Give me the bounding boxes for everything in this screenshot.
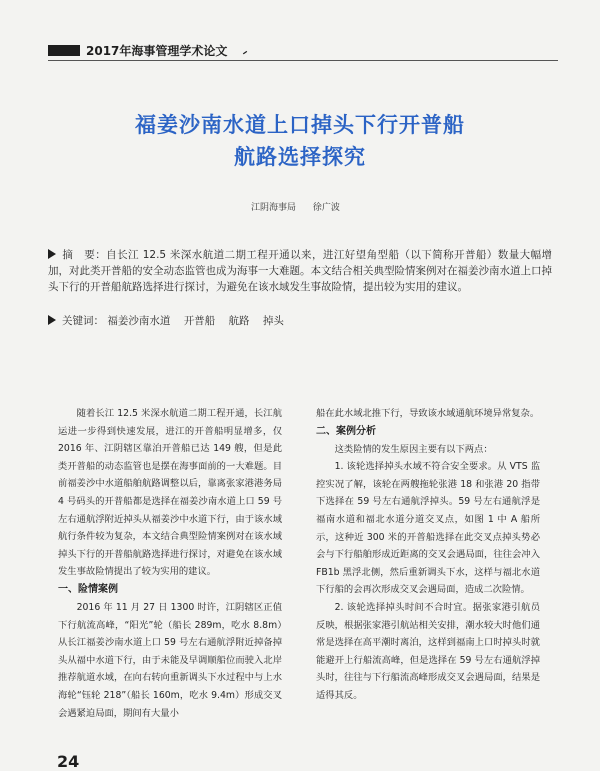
- continued-paragraph: 船在此水域北推下行，导致该水域通航环境异常复杂。: [316, 408, 540, 419]
- author-line: [251, 200, 340, 213]
- abstract-label: 摘 要：: [62, 249, 107, 261]
- right-column: [316, 405, 540, 705]
- keyword: 福姜沙南水道: [107, 315, 171, 327]
- author-name: 徐广波: [312, 203, 340, 213]
- keywords-label: 关键词：: [62, 315, 104, 327]
- triangle-bullet-icon: [48, 315, 56, 325]
- intro-paragraph: 随着长江 12.5 米深水航道二期工程开通，长江航运进一步得到快速发展，进江的开普船明显增多，仅 2016 年、江阴辖区靠泊开普船已达 149 艘，但是此类开普船的动态监管也是摆在海事面前的一大难题。目前福姜沙中水道船舶航路调整以后，靠离张家港港务局 4 号码头的开普船都是选择在福姜沙南水道上口 59 号左右通航浮附近掉头从福姜沙中水道下行，由于该水域航行条件较为复杂，本文结合典型险情案例对在该水域掉头下行的开普船航路选择进行探讨，对避免在该水域发生事故险情提出了较为实用的建议。: [58, 408, 282, 578]
- article-title-line-2: 航路选择探究: [234, 145, 366, 169]
- analysis-point-1: 1. 该轮选择掉头水域不符合安全要求。从 VTS 监控实况了解，该轮在两艘拖轮张港 18 和张港 20 指带下选择在 59 号左右通航浮掉头。59 号左右通航浮是福南水道和福北水道分道交叉点，如图 1 中 A 船所示，这种近 300 米的开普船选择在此交叉点掉头势必会与下行船舶形成近距离的交叉会遇局面，往往会冲入 FB1b 黑浮北侧，然后重新调头下水，这样与福北水道下行船的会再次形成交叉会遇局面，造成二次险情。: [316, 461, 540, 596]
- article-title-line-1: 福姜沙南水道上口掉头下行开普船: [135, 113, 465, 137]
- abstract-text: 自长江 12.5 米深水航道二期工程开通以来，进江好望角型船（以下简称开普船）数量大幅增加，对此类开普船的安全动态监管也成为海事一大难题。本文结合相关典型险情案例对在福姜沙南水道上口掉头下行的开普船航路选择进行探讨，为避免在该水域发生事故险情，提出较为实用的建议。: [48, 249, 552, 293]
- keywords: [48, 313, 294, 328]
- page-number: 24: [57, 752, 80, 771]
- header-decoration-icon: ⹝: [243, 45, 248, 59]
- keyword: 掉头: [262, 315, 284, 327]
- running-header: [48, 40, 558, 62]
- left-column: [58, 405, 282, 722]
- case-paragraph: 2016 年 11 月 27 日 1300 时许，江阴辖区正值下行航流高峰，“阳光”轮（船长 289m，吃水 8.8m）从长江福姜沙南水道上口 59 号左右通航浮附近掉备掉头从福中水道下行，由于未能及早调顺船位而驶入北岸推荐航道水域，在向右转向重新调头下水过程中与上水海轮“钰轮 218”（船长 160m，吃水 9.4m）形成交叉会遇紧迫局面，期间有大量小: [58, 601, 282, 719]
- section-heading: 二、案例分析: [316, 425, 376, 437]
- triangle-bullet-icon: [48, 249, 56, 259]
- header-bar-mark: [48, 45, 80, 56]
- affiliation: 江阴海事局: [251, 203, 297, 213]
- keyword: 开普船: [183, 315, 216, 327]
- abstract: [48, 247, 552, 295]
- section-heading: 一、险情案例: [58, 583, 118, 595]
- analysis-point-2: 2. 该轮选择掉头时间不合时宜。据张家港引航员反映，根据张家港引航站相关安排，潮水较大时他们通常是选择在高平潮时离泊，这样到福南上口时掉头时就能避开上行船流高峰，但是选择在 59 号左右通航浮掉头时，往往与下行船流高峰形成交叉会遇局面，结果是适得其反。: [316, 601, 540, 701]
- analysis-lead: 这类险情的发生原因主要有以下两点：: [334, 443, 493, 455]
- header-title: 2017年海事管理学术论文: [86, 44, 228, 58]
- keyword: 航路: [228, 315, 250, 327]
- header-rule: [48, 60, 558, 61]
